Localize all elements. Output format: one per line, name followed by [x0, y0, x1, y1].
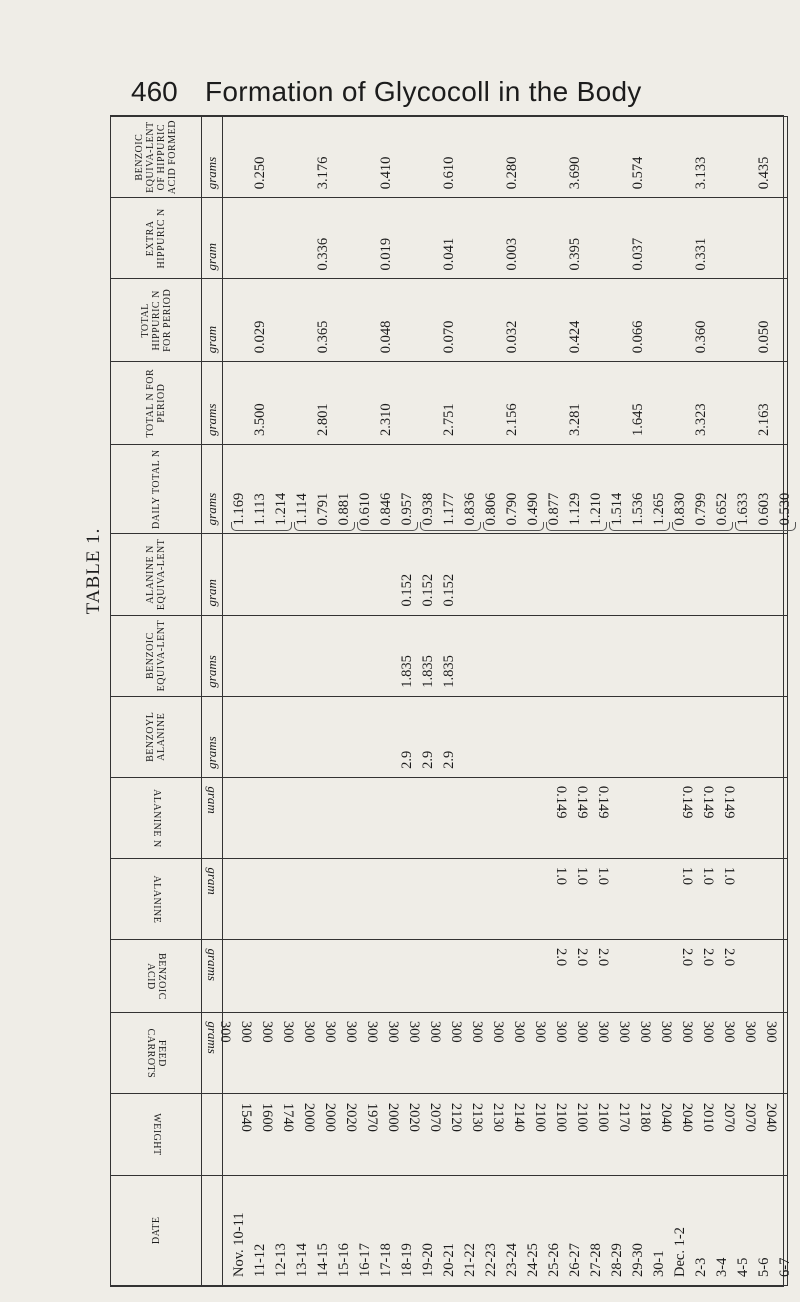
column-header: ALANINE N	[111, 777, 202, 858]
table-cell: 2.163	[756, 403, 772, 437]
table-cell: 2.9	[420, 750, 436, 769]
table-cell: 2100	[532, 1102, 548, 1132]
column-header: DAILY TOTAL N	[111, 445, 202, 534]
column-body	[223, 1175, 793, 1285]
table-cell: 12-13	[273, 1243, 289, 1277]
table-cell: 14-15	[315, 1243, 331, 1277]
table-cell: 2020	[343, 1102, 359, 1132]
table-cell: 2130	[469, 1102, 485, 1132]
table-cell: 0.152	[441, 573, 457, 607]
table-cell: 300	[574, 1021, 590, 1044]
table-cell: 3-4	[714, 1257, 730, 1277]
table-cell: 0.003	[504, 237, 520, 271]
table-cell: 0.881	[336, 492, 352, 526]
table-cell: 1.114	[294, 493, 310, 526]
table-cell: 0.149	[574, 785, 590, 819]
table-cell: 300	[448, 1021, 464, 1044]
table-cell: 300	[217, 1021, 233, 1044]
column-body	[223, 198, 788, 279]
table-cell: 2010	[700, 1102, 716, 1132]
period-brace	[231, 522, 292, 531]
table-cell: 0.610	[441, 156, 457, 190]
table-cell: 0.610	[357, 492, 373, 526]
column-unit: grams	[202, 940, 223, 1013]
period-brace	[483, 522, 544, 531]
table-cell: 300	[532, 1021, 548, 1044]
table-cell: 1.0	[721, 867, 737, 886]
table-cell: 2170	[616, 1102, 632, 1132]
table-cell: 3.690	[567, 156, 583, 190]
table-cell: 0.603	[756, 492, 772, 526]
table-cell: 0.365	[315, 320, 331, 354]
table-cell: 1.169	[231, 492, 247, 526]
table-cell: 2070	[427, 1102, 443, 1132]
column-unit: grams	[202, 445, 223, 534]
column-body	[223, 940, 788, 1013]
table-cell: 2.310	[378, 403, 394, 437]
table-cell: 0.152	[420, 573, 436, 607]
table-cell: 0.938	[420, 492, 436, 526]
table-cell: 300	[238, 1021, 254, 1044]
table-cell: 30-1	[651, 1250, 667, 1277]
table-cell: 23-24	[504, 1243, 520, 1277]
table-cell: Nov. 10-11	[231, 1212, 247, 1277]
table-cell: 0.435	[756, 156, 772, 190]
table-cell: 0.836	[462, 492, 478, 526]
column-body	[223, 534, 788, 615]
table-cell: 300	[595, 1021, 611, 1044]
table-cell: 0.490	[525, 492, 541, 526]
table-cell: 0.799	[693, 492, 709, 526]
column-body	[223, 117, 788, 198]
period-brace	[609, 522, 670, 531]
table-cell: 1740	[280, 1102, 296, 1132]
table-cell: 22-23	[483, 1243, 499, 1277]
table-cell: 300	[616, 1021, 632, 1044]
table-cell: 300	[700, 1021, 716, 1044]
table-cell: 0.530	[777, 492, 793, 526]
table-cell: 2140	[511, 1102, 527, 1132]
table-cell: 17-18	[378, 1243, 394, 1277]
table-cell: 1.0	[700, 867, 716, 886]
table-cell: 2.0	[553, 948, 569, 967]
table-cell: 1.265	[651, 492, 667, 526]
table-cell: 1600	[259, 1102, 275, 1132]
table-cell: 0.050	[756, 320, 772, 354]
table-cell: 3.500	[252, 403, 268, 437]
table-cell: 1.113	[252, 493, 268, 526]
column-header: WEIGHT	[111, 1094, 202, 1175]
table-cell: 2120	[448, 1102, 464, 1132]
column-unit: grams	[202, 615, 223, 696]
table-cell: 28-29	[609, 1243, 625, 1277]
table-cell: 0.280	[504, 156, 520, 190]
column-header: BENZOIC ACID	[111, 940, 202, 1013]
table-cell: 1.536	[630, 492, 646, 526]
period-brace	[735, 522, 796, 531]
table-cell: 300	[406, 1021, 422, 1044]
table-cell: 3.133	[693, 156, 709, 190]
table-cell: 2100	[553, 1102, 569, 1132]
table-cell: 0.574	[630, 156, 646, 190]
table-cell: 3.323	[693, 403, 709, 437]
table-cell: 2040	[763, 1102, 779, 1132]
table-cell: 1.177	[441, 492, 457, 526]
column-unit: gram	[202, 777, 223, 858]
table-cell: 0.846	[378, 492, 394, 526]
table-cell: 1.514	[609, 492, 625, 526]
table-cell: 2.0	[595, 948, 611, 967]
table-cell: 0.395	[567, 237, 583, 271]
table-cell: 300	[364, 1021, 380, 1044]
running-head: Formation of Glycocoll in the Body	[205, 76, 642, 107]
table-cell: 300	[427, 1021, 443, 1044]
table-cell: 1.0	[553, 867, 569, 886]
column-header: TOTAL N FOR PERIOD	[111, 362, 202, 445]
table-cell: 0.149	[595, 785, 611, 819]
table-cell: 0.957	[399, 492, 415, 526]
period-brace	[294, 522, 355, 531]
table-cell: 2100	[574, 1102, 590, 1132]
column-body	[223, 696, 788, 777]
table-cell: 0.019	[378, 237, 394, 271]
table-cell: 1970	[364, 1102, 380, 1132]
table-cell: 300	[322, 1021, 338, 1044]
table-cell: 0.149	[700, 785, 716, 819]
table-cell: 0.029	[252, 320, 268, 354]
column-header: FEED CARROTS	[111, 1013, 202, 1094]
table-cell: 300	[301, 1021, 317, 1044]
table-cell: 6-7	[777, 1257, 793, 1277]
table-cell: 0.790	[504, 492, 520, 526]
table-cell: 0.149	[721, 785, 737, 819]
table-cell: 3.176	[315, 156, 331, 190]
table-cell: 2070	[721, 1102, 737, 1132]
table-cell: 300	[511, 1021, 527, 1044]
table-cell: 2.9	[399, 750, 415, 769]
period-brace	[672, 522, 733, 531]
table-cell: 0.066	[630, 320, 646, 354]
column-header: TOTAL HIPPURIC N FOR PERIOD	[111, 279, 202, 362]
table-cell: 0.152	[399, 573, 415, 607]
table-cell: 300	[763, 1021, 779, 1044]
column-unit: grams	[202, 696, 223, 777]
table-cell: 11-12	[252, 1243, 268, 1277]
column-header: BENZOIC EQUIVA-LENT	[111, 615, 202, 696]
table-cell: 2.156	[504, 403, 520, 437]
table-cell: 0.250	[252, 156, 268, 190]
table-cell: 1540	[238, 1102, 254, 1132]
table-cell: 0.032	[504, 320, 520, 354]
table-cell: 2.801	[315, 403, 331, 437]
table-cell: 300	[280, 1021, 296, 1044]
column-unit: grams	[202, 117, 223, 198]
table-cell: 15-16	[336, 1243, 352, 1277]
table-cell: 0.360	[693, 320, 709, 354]
table-cell: 1.633	[735, 492, 751, 526]
table-cell: 0.048	[378, 320, 394, 354]
column-header: BENZOYL ALANINE	[111, 696, 202, 777]
table-cell: 1.835	[399, 655, 415, 688]
table-cell: 2040	[658, 1102, 674, 1132]
column-unit: grams	[202, 1013, 223, 1094]
table-cell: 0.041	[441, 237, 457, 271]
table-cell: 2.0	[679, 948, 695, 967]
column-unit	[202, 1175, 223, 1285]
table-cell: 300	[658, 1021, 674, 1044]
table-cell: 2040	[679, 1102, 695, 1132]
table-cell: 2.0	[700, 948, 716, 967]
table-cell: 300	[679, 1021, 695, 1044]
table-cell: 0.652	[714, 492, 730, 526]
column-body	[223, 445, 793, 534]
table-cell: 5-6	[756, 1257, 772, 1277]
table-cell: 1.214	[273, 492, 289, 526]
column-unit: grams	[202, 362, 223, 445]
table-cell: 300	[259, 1021, 275, 1044]
table-cell: 0.806	[483, 492, 499, 526]
table-cell: 24-25	[525, 1243, 541, 1277]
page-number: 460	[131, 76, 178, 107]
table-cell: 2020	[406, 1102, 422, 1132]
column-body	[223, 1094, 788, 1175]
table-cell: 26-27	[567, 1243, 583, 1277]
table-cell: 2.0	[574, 948, 590, 967]
table-cell: 0.037	[630, 237, 646, 271]
table-cell: 20-21	[441, 1243, 457, 1277]
table-cell: 16-17	[357, 1243, 373, 1277]
column-body	[217, 1013, 788, 1094]
table-cell: 1.210	[588, 492, 604, 526]
table-cell: 0.149	[679, 785, 695, 819]
table-cell: 1.835	[441, 655, 457, 688]
table-cell: 1.0	[679, 867, 695, 886]
table-label: TABLE 1.	[83, 527, 104, 615]
table-cell: 300	[742, 1021, 758, 1044]
table-cell: 2.751	[441, 403, 457, 437]
column-body	[223, 859, 788, 940]
table-cell: 1.645	[630, 403, 646, 437]
table-1	[110, 116, 793, 1286]
column-unit	[202, 1094, 223, 1175]
column-header: ALANINE	[111, 859, 202, 940]
table-cell: 0.791	[315, 492, 331, 526]
table-cell: 300	[721, 1021, 737, 1044]
table-cell: 300	[553, 1021, 569, 1044]
table-cell: 2070	[742, 1102, 758, 1132]
table-cell: 2180	[637, 1102, 653, 1132]
column-header: EXTRA HIPPURIC N	[111, 198, 202, 279]
table-cell: 1.0	[574, 867, 590, 886]
period-brace	[357, 522, 418, 531]
table-cell: 1.0	[595, 867, 611, 886]
table-cell: 0.336	[315, 237, 331, 271]
table-cell: 300	[385, 1021, 401, 1044]
column-unit: gram	[202, 198, 223, 279]
table-cell: 4-5	[735, 1257, 751, 1277]
table-cell: 13-14	[294, 1243, 310, 1277]
column-unit: gram	[202, 859, 223, 940]
table-cell: 19-20	[420, 1243, 436, 1277]
table-cell: 21-22	[462, 1243, 478, 1277]
column-header: ALANINE N EQUIVA-LENT	[111, 534, 202, 615]
table-cell: 2000	[322, 1102, 338, 1132]
table-cell: 300	[469, 1021, 485, 1044]
table-cell: 2100	[595, 1102, 611, 1132]
column-body	[223, 615, 788, 696]
period-brace	[546, 522, 607, 531]
column-unit: gram	[202, 279, 223, 362]
table-cell: 0.424	[567, 320, 583, 354]
table-cell: 0.149	[553, 785, 569, 819]
table-cell: 0.877	[546, 492, 562, 526]
table-cell: 300	[343, 1021, 359, 1044]
table-cell: 2.0	[721, 948, 737, 967]
table-cell: Dec. 1-2	[672, 1227, 688, 1277]
column-body	[223, 362, 788, 445]
table-cell: 29-30	[630, 1243, 646, 1277]
table-cell: 0.830	[672, 492, 688, 526]
table-cell: 2.9	[441, 750, 457, 769]
table-cell: 0.331	[693, 237, 709, 271]
table-cell: 2-3	[693, 1257, 709, 1277]
column-body	[223, 777, 788, 858]
column-header: BENZOIC EQUIVA-LENT OF HIPPURIC ACID FORMED	[111, 117, 202, 198]
table-cell: 2000	[301, 1102, 317, 1132]
column-header: DATE	[111, 1175, 202, 1285]
table-cell: 1.129	[567, 492, 583, 526]
table-cell: 3.281	[567, 403, 583, 437]
table-cell: 1.835	[420, 655, 436, 688]
table-cell: 27-28	[588, 1243, 604, 1277]
table-cell: 2000	[385, 1102, 401, 1132]
table-cell: 300	[490, 1021, 506, 1044]
table-cell: 300	[637, 1021, 653, 1044]
period-brace	[420, 522, 481, 531]
table-cell: 18-19	[399, 1243, 415, 1277]
column-unit: gram	[202, 534, 223, 615]
table-cell: 2130	[490, 1102, 506, 1132]
table-cell: 0.410	[378, 156, 394, 190]
column-body	[223, 279, 788, 362]
table-cell: 25-26	[546, 1243, 562, 1277]
table-cell: 0.070	[441, 320, 457, 354]
